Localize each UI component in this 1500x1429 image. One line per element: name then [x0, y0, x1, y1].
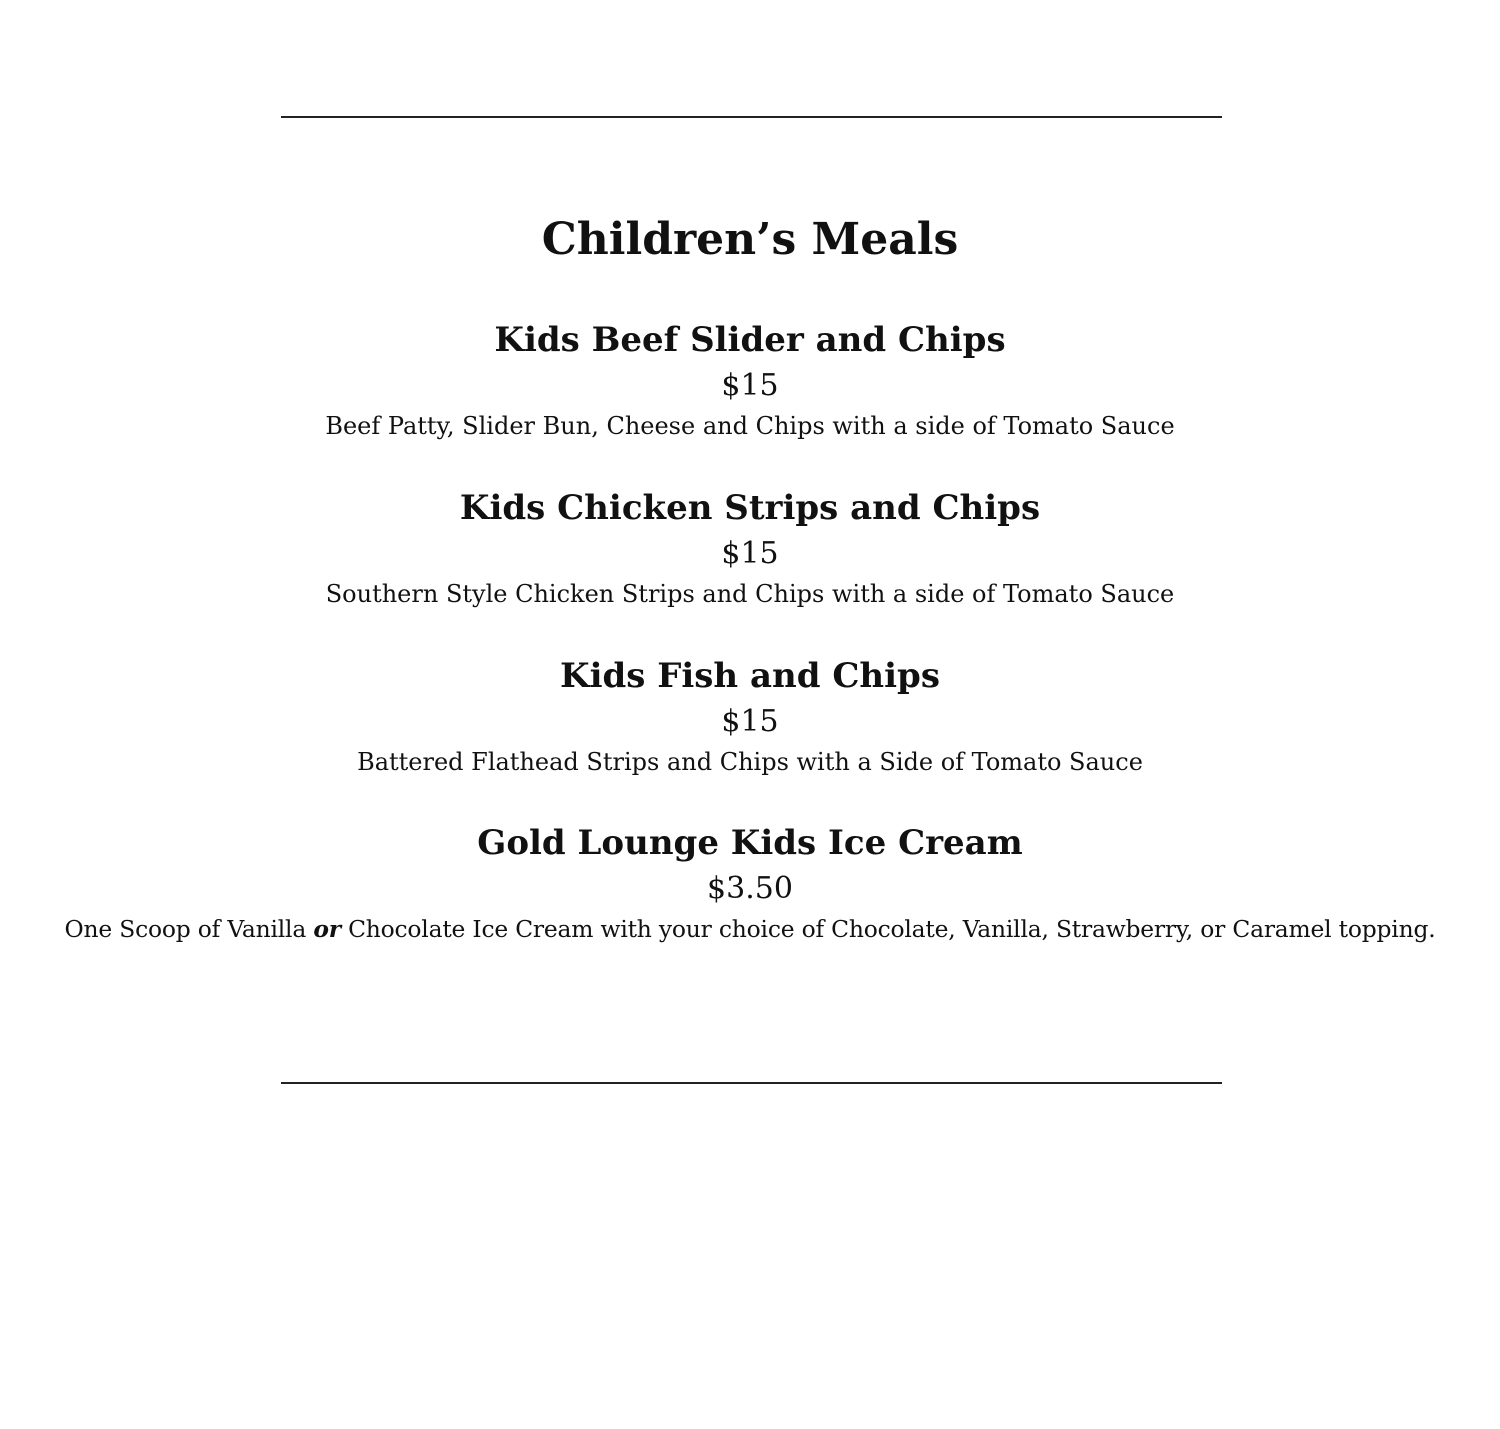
item-name: Kids Chicken Strips and Chips	[459, 488, 1041, 528]
section-title: Children’s Meals	[541, 214, 959, 265]
menu-item-fish-and-chips	[0, 654, 1500, 780]
bottom-divider	[281, 1082, 1222, 1084]
item-description: Battered Flathead Strips and Chips with a Side of Tomato Sauce	[357, 748, 1143, 776]
item-name: Kids Beef Slider and Chips	[494, 320, 1006, 360]
description-text-before: One Scoop of Vanilla	[64, 915, 314, 943]
description-emphasis: or	[313, 915, 341, 943]
menu-item-chicken-strips	[0, 486, 1500, 612]
item-description: Beef Patty, Slider Bun, Cheese and Chips with a side of Tomato Sauce	[325, 412, 1175, 440]
menu-item-ice-cream	[0, 821, 1500, 947]
item-price: $15	[721, 704, 779, 739]
item-price: $3.50	[707, 871, 793, 906]
item-price: $15	[721, 368, 779, 403]
top-divider	[281, 116, 1222, 118]
item-name: Kids Fish and Chips	[560, 656, 940, 696]
description-text-after: Chocolate Ice Cream with your choice of Chocolate, Vanilla, Strawberry, or Caramel topping.	[340, 915, 1436, 943]
item-description	[0, 911, 1500, 947]
item-description: Southern Style Chicken Strips and Chips with a side of Tomato Sauce	[325, 580, 1175, 608]
item-name: Gold Lounge Kids Ice Cream	[477, 823, 1023, 863]
item-price: $15	[721, 536, 779, 571]
menu-item-beef-slider	[0, 318, 1500, 444]
